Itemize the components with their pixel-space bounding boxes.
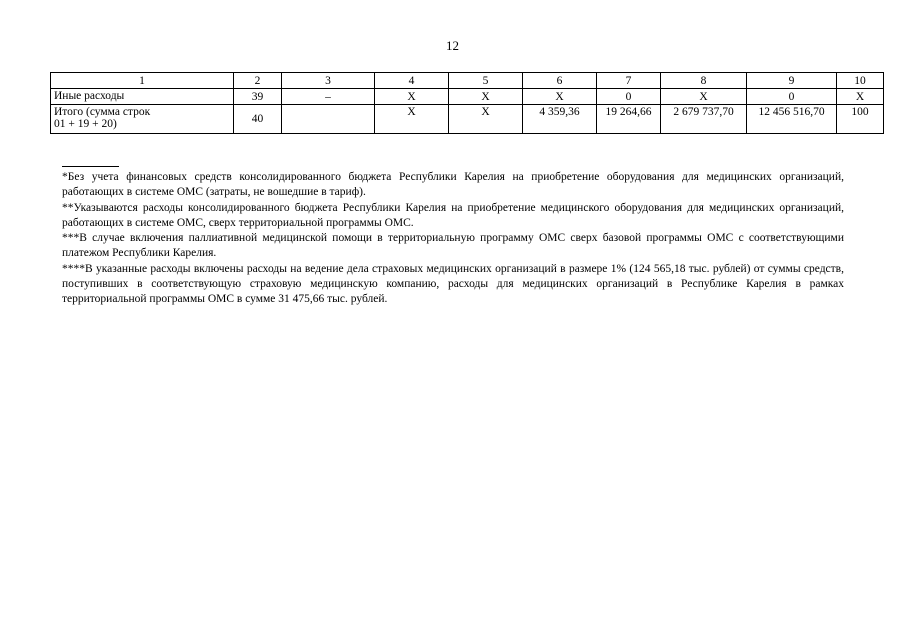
header-cell: 9 (747, 73, 837, 89)
table-cell: 100 (837, 105, 884, 134)
table-cell: 4 359,36 (523, 105, 597, 134)
footnote-1: *Без учета финансовых средств консолидированного бюджета Республики Карелия на приобретение оборудования для медицинских организаций, работающих в системе ОМС (затраты, не вошедшие в тариф). (62, 171, 844, 199)
table-cell: Х (449, 89, 523, 105)
header-cell: 8 (661, 73, 747, 89)
table-cell: – (282, 89, 375, 105)
row-line-number: 40 (234, 105, 282, 134)
row-label-line: 01 + 19 + 20) (54, 118, 117, 130)
table-row-other-expenses (51, 89, 884, 105)
table-cell: 12 456 516,70 (747, 105, 837, 134)
header-cell: 10 (837, 73, 884, 89)
table-cell: 2 679 737,70 (661, 105, 747, 134)
header-cell: 4 (375, 73, 449, 89)
footnotes (62, 170, 844, 308)
page-number: 12 (446, 38, 459, 53)
footnote-3: ***В случае включения паллиативной медицинской помощи в территориальную программу ОМС сверх базовой программы ОМС с соответствующими платежом Республики Карелия. (62, 232, 844, 260)
header-cell: 7 (597, 73, 661, 89)
table-row-total (51, 105, 884, 134)
header-cell: 5 (449, 73, 523, 89)
budget-table (50, 72, 884, 134)
table-cell: Х (837, 89, 884, 105)
table-cell: 19 264,66 (597, 105, 661, 134)
table-cell: Х (449, 105, 523, 134)
table-cell (282, 105, 375, 134)
table-cell: Х (375, 89, 449, 105)
table-cell: 0 (747, 89, 837, 105)
footnote-separator (62, 166, 119, 167)
table-cell: Х (375, 105, 449, 134)
table-header-row (51, 73, 884, 89)
table-cell: Х (523, 89, 597, 105)
row-label: Иные расходы (51, 89, 234, 105)
row-label (51, 105, 234, 134)
row-label-line: Итого (сумма строк (54, 106, 151, 118)
header-cell: 1 (51, 73, 234, 89)
header-cell: 2 (234, 73, 282, 89)
header-cell: 6 (523, 73, 597, 89)
footnote-4: ****В указанные расходы включены расходы на ведение дела страховых медицинских организаций в размере 1% (124 565,18 тыс. рублей) от суммы средств, поступивших в соответствующую страховую медицинскую компанию, расходы для медицинских организаций в Республике Карелия в рамках территориальной программы ОМС в сумме 31 475,66 тыс. рублей. (62, 262, 844, 306)
table-cell: Х (661, 89, 747, 105)
table-cell: 0 (597, 89, 661, 105)
footnote-2: **Указываются расходы консолидированного бюджета Республики Карелия на приобретение медицинского оборудования для медицинских организаций, работающих в системе ОМС, сверх территориальной программы ОМС. (62, 201, 844, 229)
header-cell: 3 (282, 73, 375, 89)
row-line-number: 39 (234, 89, 282, 105)
